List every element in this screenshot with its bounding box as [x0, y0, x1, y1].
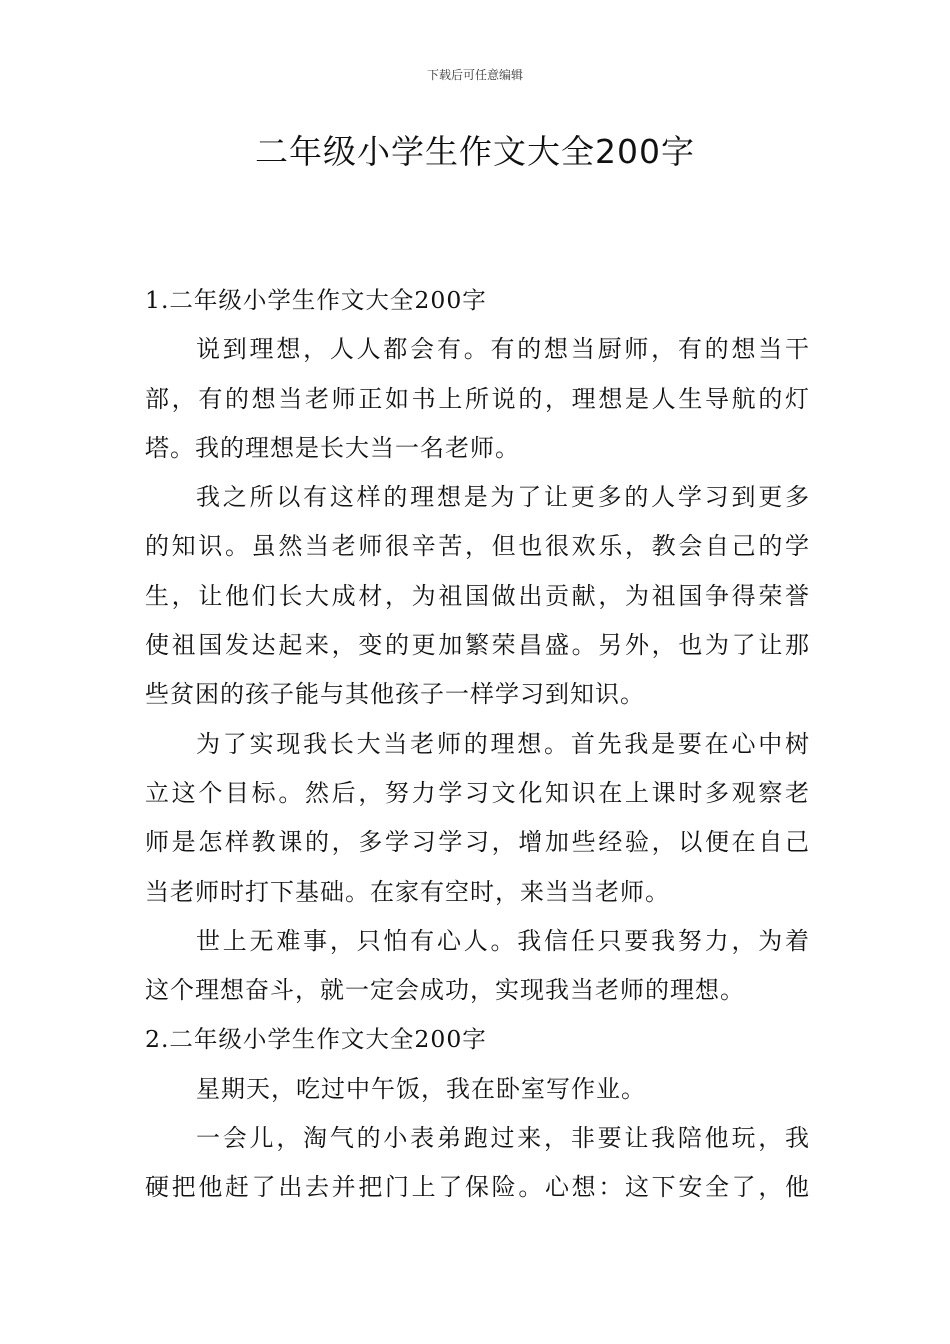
paragraph-line: 当老师时打下基础。在家有空时，来当当老师。 [145, 877, 670, 906]
section-heading: 1.二年级小学生作文大全200字 [145, 286, 487, 314]
paragraph-line: 说到理想，人人都会有。有的想当厨师，有的想当干 [196, 335, 810, 364]
paragraph-line: 些贫困的孩子能与其他孩子一样学习到知识。 [145, 680, 645, 709]
paragraph-line: 星期天，吃过中午饭，我在卧室写作业。 [196, 1074, 646, 1103]
paragraph-line: 硬把他赶了出去并把门上了保险。心想：这下安全了，他 [145, 1173, 810, 1202]
paragraph-line: 为了实现我长大当老师的理想。首先我是要在心中树 [196, 729, 810, 758]
body-text [145, 276, 810, 1213]
paragraph-line: 使祖国发达起来，变的更加繁荣昌盛。另外，也为了让那 [145, 631, 810, 660]
document-title: 二年级小学生作文大全200字 [255, 132, 695, 171]
paragraph-line: 师是怎样教课的，多学习学习，增加些经验，以便在自己 [145, 828, 810, 857]
paragraph-line: 一会儿，淘气的小表弟跑过来，非要让我陪他玩，我 [196, 1124, 810, 1153]
paragraph-line: 生，让他们长大成材，为祖国做出贡献，为祖国争得荣誉 [145, 581, 810, 610]
paragraph-line: 这个理想奋斗，就一定会成功，实现我当老师的理想。 [145, 976, 745, 1005]
paragraph-line: 世上无难事，只怕有心人。我信任只要我努力，为着 [196, 926, 810, 955]
paragraph-line: 我之所以有这样的理想是为了让更多的人学习到更多 [196, 483, 810, 512]
header-note: 下载后可任意编辑 [426, 68, 523, 82]
section-heading: 2.二年级小学生作文大全200字 [145, 1025, 487, 1054]
paragraph-line: 部，有的想当老师正如书上所说的，理想是人生导航的灯 [145, 384, 810, 413]
paragraph-line: 的知识。虽然当老师很辛苦，但也很欢乐，教会自己的学 [145, 532, 810, 561]
paragraph-line: 塔。我的理想是长大当一名老师。 [145, 433, 520, 462]
paragraph-line: 立这个目标。然后，努力学习文化知识在上课时多观察老 [145, 778, 810, 807]
